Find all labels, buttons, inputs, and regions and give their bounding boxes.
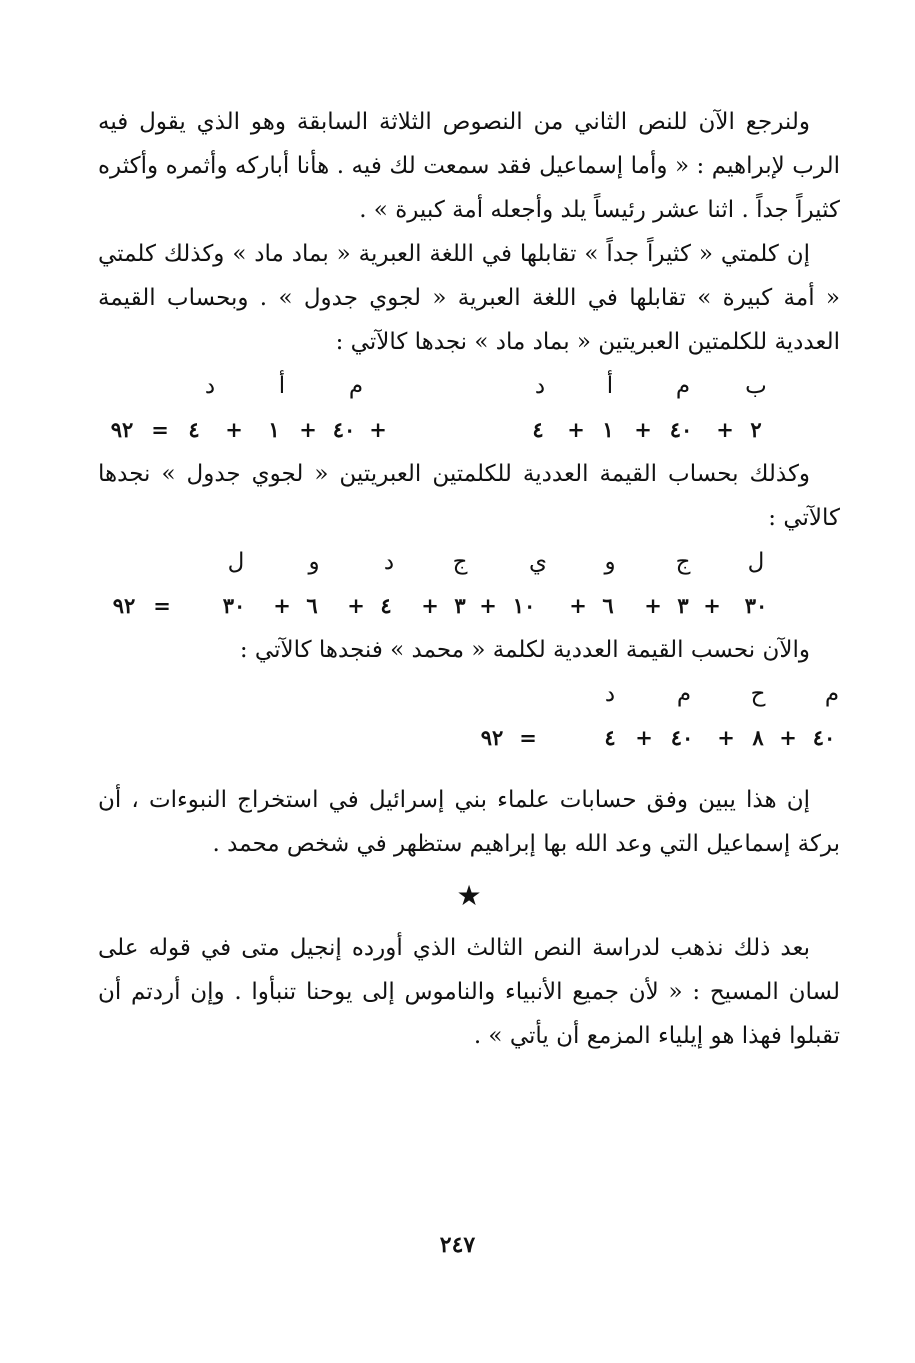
table2-total: ٩٢ [112, 593, 136, 618]
table1-number: ٤ [532, 417, 544, 442]
table1-letter: م [675, 373, 691, 399]
table2-number: ١٠ [512, 593, 536, 618]
table1-number: ١ [602, 417, 614, 442]
table1-number: ٢ [750, 417, 762, 442]
table3-operator: + [717, 725, 735, 750]
table3-number: ٤٠ [670, 725, 694, 750]
table1-number: ٤ [188, 417, 200, 442]
table3-number: ٤ [604, 725, 616, 750]
table2-number: ٤ [380, 593, 392, 618]
table1-number: ٤٠ [332, 417, 356, 442]
table1-operator: + [369, 417, 387, 442]
table2-numbers-row [98, 584, 840, 628]
table2-letter: ج [675, 549, 691, 575]
table3-letter: د [604, 681, 616, 707]
table2-operator: + [644, 593, 662, 618]
table3-operator: + [635, 725, 653, 750]
table1-operator: + [634, 417, 652, 442]
table2-operator: + [421, 593, 439, 618]
table1-letter: د [534, 373, 546, 399]
table1-number: ١ [268, 417, 280, 442]
table2-letter: و [308, 549, 320, 575]
table3-operator: + [779, 725, 797, 750]
table2-number: ٣٠ [222, 593, 246, 618]
table3-number: ٤٠ [812, 725, 836, 750]
table3-numbers-row [98, 716, 840, 760]
table1-letter: أ [278, 373, 286, 399]
table1-letter: م [348, 373, 364, 399]
table1-operator: + [716, 417, 734, 442]
table1-number: ٤٠ [669, 417, 693, 442]
table2-operator: + [347, 593, 365, 618]
table2-letter: و [604, 549, 616, 575]
paragraph-1: ولنرجع الآن للنص الثاني من النصوص الثلاثة السابقة وهو الذي يقول فيه الرب لإبراهيم : « وأما إسماعيل فقد سمعت لك فيه . هأنا أباركه وأثمره وأكثره كثيراً جداً . اثنا عشر رئيساً يلد وأجعله أمة كبيرة » . [98, 109, 840, 223]
table1-letter: أ [606, 373, 614, 399]
paragraph-3: وكذلك بحساب القيمة العددية للكلمتين العبريتين « لجوي جدول » نجدها كالآتي : [98, 461, 840, 531]
table1-operator: + [225, 417, 243, 442]
table2-number: ٣ [677, 593, 689, 618]
page-number: ٢٤٧ [439, 1232, 476, 1258]
page-body [98, 100, 840, 1058]
table1-equals: = [151, 417, 169, 442]
table3-letter: م [824, 681, 840, 707]
table2-number: ٦ [306, 593, 318, 618]
table2-equals: = [153, 593, 171, 618]
paragraph-5: إن هذا يبين وفق حسابات علماء بني إسرائيل في استخراج النبوءات ، أن بركة إسماعيل التي وعد الله بها إبراهيم ستظهر في شخص محمد . [98, 787, 840, 857]
table1-letters-row [98, 364, 840, 408]
table2-operator: + [479, 593, 497, 618]
table3-number: ٨ [752, 725, 764, 750]
table2-letter: ل [747, 549, 765, 575]
table2-operator: + [273, 593, 291, 618]
table1-operator: + [299, 417, 317, 442]
table2-number: ٣ [454, 593, 466, 618]
table1-total: ٩٢ [110, 417, 134, 442]
table3-letter: ح [750, 681, 766, 707]
paragraph-6: بعد ذلك نذهب لدراسة النص الثالث الذي أورده إنجيل متى في قوله على لسان المسيح : « لأن جميع الأنبياء والناموس إلى يوحنا تنبأوا . وإن أردتم أن تقبلوا فهذا هو إيلياء المزمع أن يأتي » . [98, 935, 840, 1049]
paragraph-4: والآن نحسب القيمة العددية لكلمة « محمد » فنجدها كالآتي : [239, 637, 810, 663]
table1-numbers-row [98, 408, 840, 452]
table2-letters-row [98, 540, 840, 584]
star-separator-icon: ★ [456, 879, 482, 912]
table2-number: ٦ [602, 593, 614, 618]
table3-letters-row [98, 672, 840, 716]
table2-letter: ي [528, 549, 548, 575]
table2-letter: د [383, 549, 395, 575]
paragraph-2: إن كلمتي « كثيراً جداً » تقابلها في اللغة العبرية « بماد ماد » وكذلك كلمتي « أمة كبيرة » تقابلها في اللغة العبرية « لجوي جدول » . وبحساب القيمة العددية للكلمتين العبريتين « بماد ماد » نجدها كالآتي : [98, 241, 840, 355]
table3-letter: م [676, 681, 692, 707]
table2-number: ٣٠ [744, 593, 768, 618]
table1-letter: ب [745, 373, 767, 399]
table2-operator: + [703, 593, 721, 618]
table1-operator: + [567, 417, 585, 442]
table3-total: ٩٢ [480, 725, 504, 750]
table2-letter: ل [227, 549, 245, 575]
table2-letter: ج [452, 549, 468, 575]
table2-operator: + [569, 593, 587, 618]
table1-letter: د [204, 373, 216, 399]
table3-equals: = [519, 725, 537, 750]
